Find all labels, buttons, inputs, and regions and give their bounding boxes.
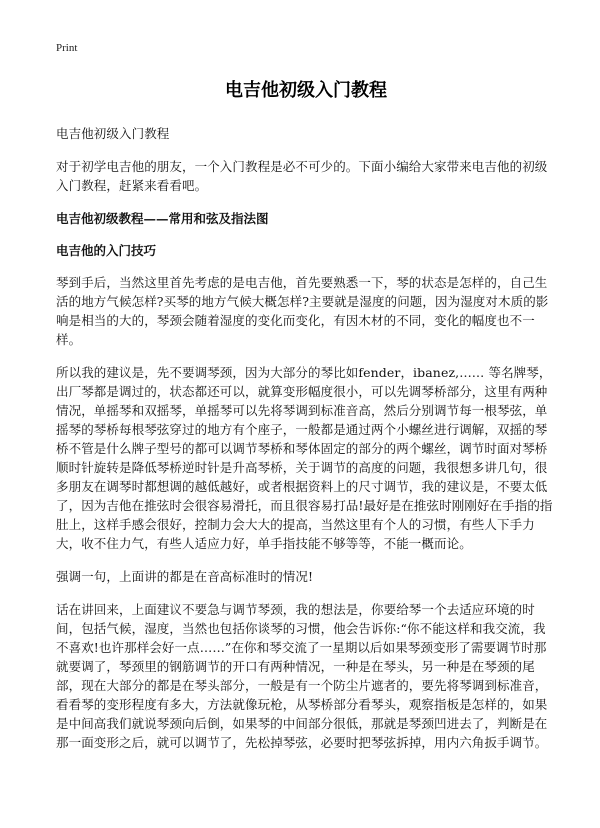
paragraph-neck-adjust: 话在讲回来，上面建议不要急与调节琴颈，我的想法是，你要给琴一个去适应环境的时间，包括气候，湿度，当然也包括你谈琴的习惯，他会告诉你:“你不能这样和我交流，我不喜欢!也许那样会好一点……”在你和琴交流了一星期以后如果琴颈变形了需要调节时那就要调了，琴颈里的钢筋调节的开口有两种情况，一种是在琴头，另一种是在琴颈的尾部，现在大部分的都是在琴头部分，一般是有一个防尘片遮者的，要先将琴调到标准音，看看琴的变形程度有多大，方法就像玩枪，从琴桥部分看琴头，观察指板是怎样的，如果是中间高我们就说琴颈向后倒，如果琴的中间部分很低，那就是琴颈凹进去了，判断是在那一面变形之后，就可以调节了，先松掉琴弦，必要时把琴弦拆掉，用内六角扳手调节。: [56, 602, 548, 750]
section-heading-tips: 电吉他的入门技巧: [56, 243, 157, 258]
paragraph-bridge-adjust: 所以我的建议是，先不要调琴颈，因为大部分的琴比如fender，ibanez,…… 等名牌琴，出厂琴都是调过的，状态都还可以，就算变形幅度很小，可以先调琴桥部分，这里有两种情况，单摇琴和双摇琴，单摇琴可以先将琴调到标准音高，然后分别调节每一根琴弦，单摇琴的琴桥每根琴弦穿过的地方有个座子，一般都是通过两个小螺丝进行调解，双摇的琴桥不管是什么牌子型号的都可以调节琴桥和琴体固定的部分的两个螺丝，调节时面对琴桥顺时针旋转是降低琴桥逆时针是升高琴桥，关于调节的高度的问题，我很想多讲几句，很多朋友在调琴时都想调的越低越好，或者根据资料上的尺寸调节，我的建议是，不要太低了，因为吉他在推弦时会很容易滑托，而且很容易打品!最好是在推弦时刚刚好在手指的指肚上，这样手感会很好，控制力会大大的提高，当然这里有个人的习惯，有些人下手力大，收不住力气，有些人适应力好，单手指技能不够等等，不能一概而论。: [56, 365, 553, 551]
intro-paragraph: 对于初学电吉他的朋友，一个入门教程是必不可少的。下面小编给大家带来电吉他的初级入门教程，赶紧来看看吧。: [56, 159, 548, 193]
article-subtitle: 电吉他初级入门教程: [56, 126, 170, 141]
paragraph-emphasis: 强调一句，上面讲的都是在音高标准时的情况!: [56, 569, 314, 584]
article-title: 电吉他初级入门教程: [225, 80, 387, 101]
paragraph-guitar-state: 琴到手后，当然这里首先考虑的是电吉他，首先要熟悉一下，琴的状态是怎样的，自己生活的地方气候怎样?买琴的地方气候大概怎样?主要就是湿度的问题，因为湿度对木质的影响是相当的大的，琴颈会随着湿度的变化而变化，有因木材的不同，变化的幅度也不一样。: [56, 275, 549, 347]
print-link[interactable]: Print: [56, 42, 78, 54]
section-heading-chords: 电吉他初级教程——常用和弦及指法图: [56, 211, 269, 226]
